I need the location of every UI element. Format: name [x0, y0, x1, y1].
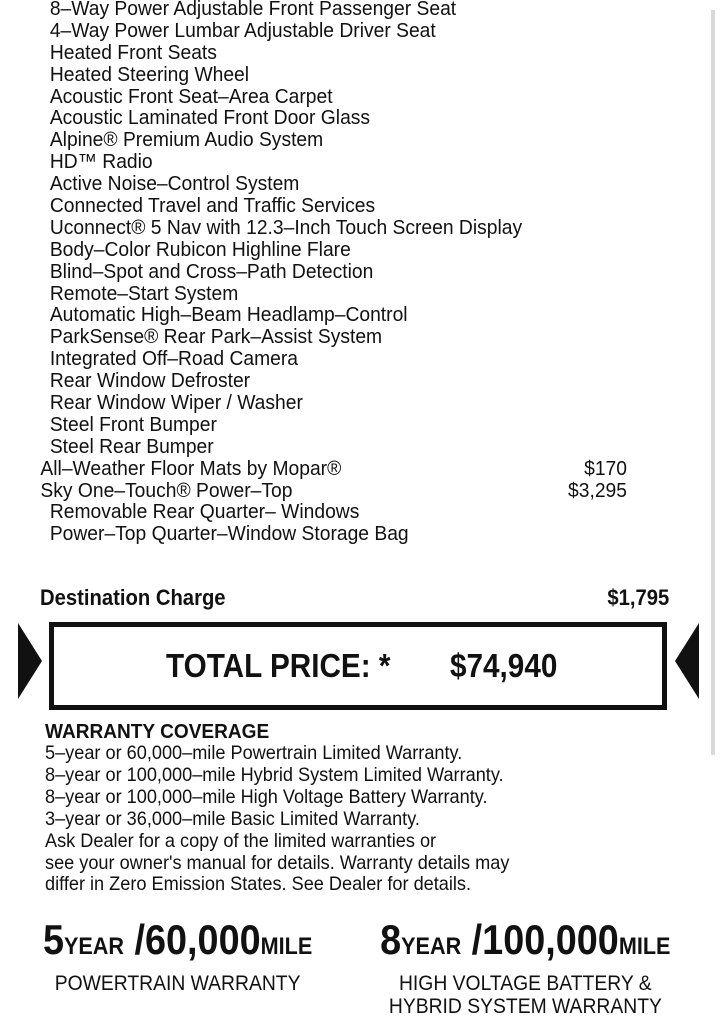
feature-row	[0, 64, 678, 86]
warranty-line: Ask Dealer for a copy of the limited warranties or	[45, 829, 437, 852]
feature-price: $3,295	[568, 478, 627, 502]
destination-charge-price: $1,795	[607, 585, 670, 610]
feature-label: Acoustic Front Seat–Area Carpet	[49, 84, 333, 108]
badge-mile-unit: MILE	[261, 933, 313, 960]
warranty-line: differ in Zero Emission States. See Dealer for details.	[45, 873, 472, 896]
feature-label: ParkSense® Rear Park–Assist System	[49, 325, 383, 349]
feature-price: $170	[584, 456, 627, 480]
badge-mile-unit: MILE	[618, 933, 671, 960]
feature-row	[0, 261, 678, 283]
badge-caption: HIGH VOLTAGE BATTERY &	[398, 972, 652, 995]
warranty-line: 5–year or 60,000–mile Powertrain Limited Warranty.	[45, 742, 463, 764]
feature-label: All–Weather Floor Mats by Mopar®	[40, 456, 342, 480]
feature-row	[0, 173, 678, 195]
feature-label: Power–Top Quarter–Window Storage Bag	[49, 522, 409, 546]
feature-label: Body–Color Rubicon Highline Flare	[49, 237, 351, 261]
feature-label: Steel Rear Bumper	[49, 434, 214, 458]
destination-charge-label: Destination Charge	[40, 585, 226, 610]
feature-label: Rear Window Wiper / Washer	[49, 391, 303, 415]
feature-label: Alpine® Premium Audio System	[49, 128, 324, 152]
feature-label: Active Noise–Control System	[49, 172, 300, 196]
warranty-section	[45, 721, 603, 896]
badge-miles: 60,000	[145, 916, 262, 963]
feature-label: Steel Front Bumper	[49, 412, 217, 436]
warranty-line: 8–year or 100,000–mile High Voltage Battery Warranty.	[45, 785, 488, 808]
feature-label: Blind–Spot and Cross–Path Detection	[49, 259, 374, 283]
feature-label: 4–Way Power Lumbar Adjustable Driver Seat	[49, 18, 436, 42]
total-price-label: TOTAL PRICE: *	[166, 647, 391, 684]
warranty-line: see your owner's manual for details. Warranty details may	[45, 851, 510, 874]
badge-years: 8	[379, 916, 401, 963]
feature-row	[0, 326, 678, 348]
feature-label: Integrated Off–Road Camera	[49, 347, 298, 371]
badge-miles: 100,000	[481, 916, 619, 963]
feature-row	[0, 348, 678, 370]
warranty-line: 3–year or 36,000–mile Basic Limited Warranty.	[45, 807, 420, 830]
feature-label: Acoustic Laminated Front Door Glass	[49, 106, 371, 130]
feature-label: Remote–Start System	[49, 281, 239, 305]
feature-label: Rear Window Defroster	[49, 369, 251, 393]
warranty-line: 8–year or 100,000–mile Hybrid System Limited Warranty.	[45, 763, 504, 786]
powertrain-warranty-badge	[28, 918, 328, 995]
feature-row	[0, 458, 678, 480]
destination-charge-row	[40, 584, 670, 612]
feature-row	[0, 370, 678, 392]
feature-row	[0, 392, 678, 414]
feature-row	[0, 86, 678, 108]
feature-row	[0, 304, 678, 326]
feature-row	[0, 20, 678, 42]
feature-row	[0, 414, 678, 436]
feature-label: Removable Rear Quarter– Windows	[49, 500, 360, 524]
battery-warranty-badge	[355, 918, 695, 1018]
badge-caption: HYBRID SYSTEM WARRANTY	[388, 995, 662, 1018]
feature-row	[0, 151, 678, 173]
feature-label: 8–Way Power Adjustable Front Passenger Seat	[49, 0, 457, 20]
left-arrow-icon	[18, 623, 42, 699]
feature-row	[0, 0, 678, 20]
feature-row	[0, 129, 678, 151]
warranty-heading: WARRANTY COVERAGE	[45, 720, 270, 743]
feature-row	[0, 239, 678, 261]
badge-year-unit: YEAR	[400, 933, 461, 960]
feature-row	[0, 480, 678, 502]
feature-row	[0, 523, 678, 545]
feature-row	[0, 283, 678, 305]
badge-slash: /	[124, 916, 146, 963]
feature-row	[0, 217, 678, 239]
powertrain-warranty-term	[43, 918, 312, 972]
feature-label: Sky One–Touch® Power–Top	[40, 478, 293, 502]
total-price-value: $74,940	[450, 647, 558, 684]
feature-label: Connected Travel and Traffic Services	[49, 194, 376, 218]
page-edge-shadow	[711, 10, 715, 755]
feature-label: Heated Front Seats	[49, 40, 217, 64]
feature-label: Heated Steering Wheel	[49, 62, 250, 86]
feature-row	[0, 501, 678, 523]
badge-year-unit: YEAR	[64, 933, 125, 960]
feature-row	[0, 107, 678, 129]
feature-row	[0, 195, 678, 217]
feature-label: HD™ Radio	[49, 150, 153, 174]
badge-years: 5	[43, 916, 65, 963]
feature-label: Automatic High–Beam Headlamp–Control	[49, 303, 408, 327]
feature-row	[0, 436, 678, 458]
feature-row	[0, 42, 678, 64]
badge-slash: /	[460, 916, 482, 963]
total-price-box	[49, 622, 667, 710]
right-arrow-icon	[675, 623, 699, 699]
feature-label: Uconnect® 5 Nav with 12.3–Inch Touch Screen Display	[49, 215, 523, 239]
badge-caption: POWERTRAIN WARRANTY	[55, 972, 301, 995]
battery-warranty-term	[380, 918, 670, 972]
